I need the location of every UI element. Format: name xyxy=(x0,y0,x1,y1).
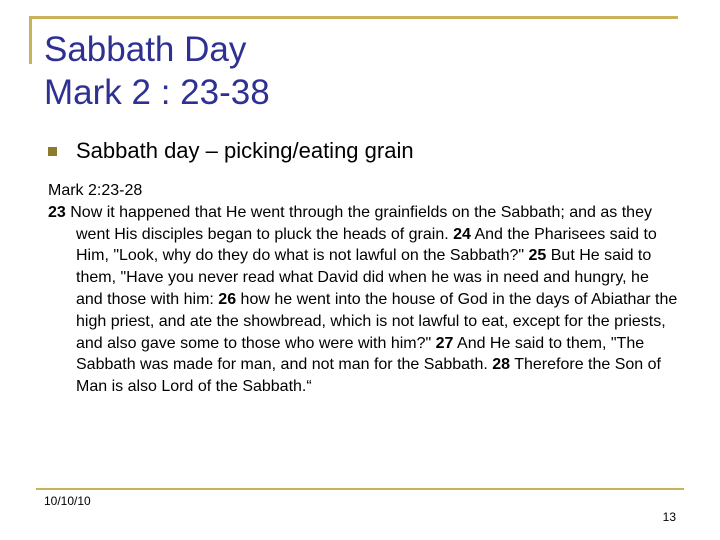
verse-text: Therefore the Son of Man is also Lord of the Sabbath.“ xyxy=(76,356,661,396)
passage-reference: Mark 2:23-28 xyxy=(48,182,143,199)
page-number: 13 xyxy=(662,510,676,524)
verse-number: 25 xyxy=(528,247,547,265)
frame-left-rule xyxy=(29,16,32,64)
verse-number: 27 xyxy=(435,334,454,352)
verse-text: But He said to them, "Have you never read what David did when he was in need and hungry, he and those with him: xyxy=(76,247,652,308)
title-line-2: Mark 2 : 23-38 xyxy=(44,73,270,112)
verse-text: how he went into the house of God in the days of Abiathar the high priest, and ate the showbread, which is not lawful to eat, except for the priests, and also gave some to those who were with him?" xyxy=(76,290,678,352)
verse-block xyxy=(48,202,678,398)
footer-date: 10/10/10 xyxy=(44,494,91,508)
verse-text: And He said to them, "The Sabbath was made for man, and not man for the Sabbath. xyxy=(76,334,645,374)
bullet-item xyxy=(48,138,414,164)
bullet-text: Sabbath day – picking/eating grain xyxy=(76,138,414,163)
square-bullet-icon xyxy=(48,147,57,156)
verse-number: 26 xyxy=(218,290,237,308)
verse-number: 23 xyxy=(48,203,66,221)
footer-rule xyxy=(36,488,684,490)
slide-title xyxy=(44,28,270,114)
title-line-1: Sabbath Day xyxy=(44,30,247,69)
verse-text: And the Pharisees said to Him, "Look, why do they do what is not lawful on the Sabbath?" xyxy=(76,225,657,265)
verse-text: Now it happened that He went through the grainfields on the Sabbath; and as they went His disciples began to pluck the heads of grain. xyxy=(65,203,652,243)
frame-top-rule xyxy=(29,16,678,19)
verse-number: 24 xyxy=(453,225,471,243)
scripture-passage xyxy=(48,180,678,398)
verse-number: 28 xyxy=(492,356,511,374)
